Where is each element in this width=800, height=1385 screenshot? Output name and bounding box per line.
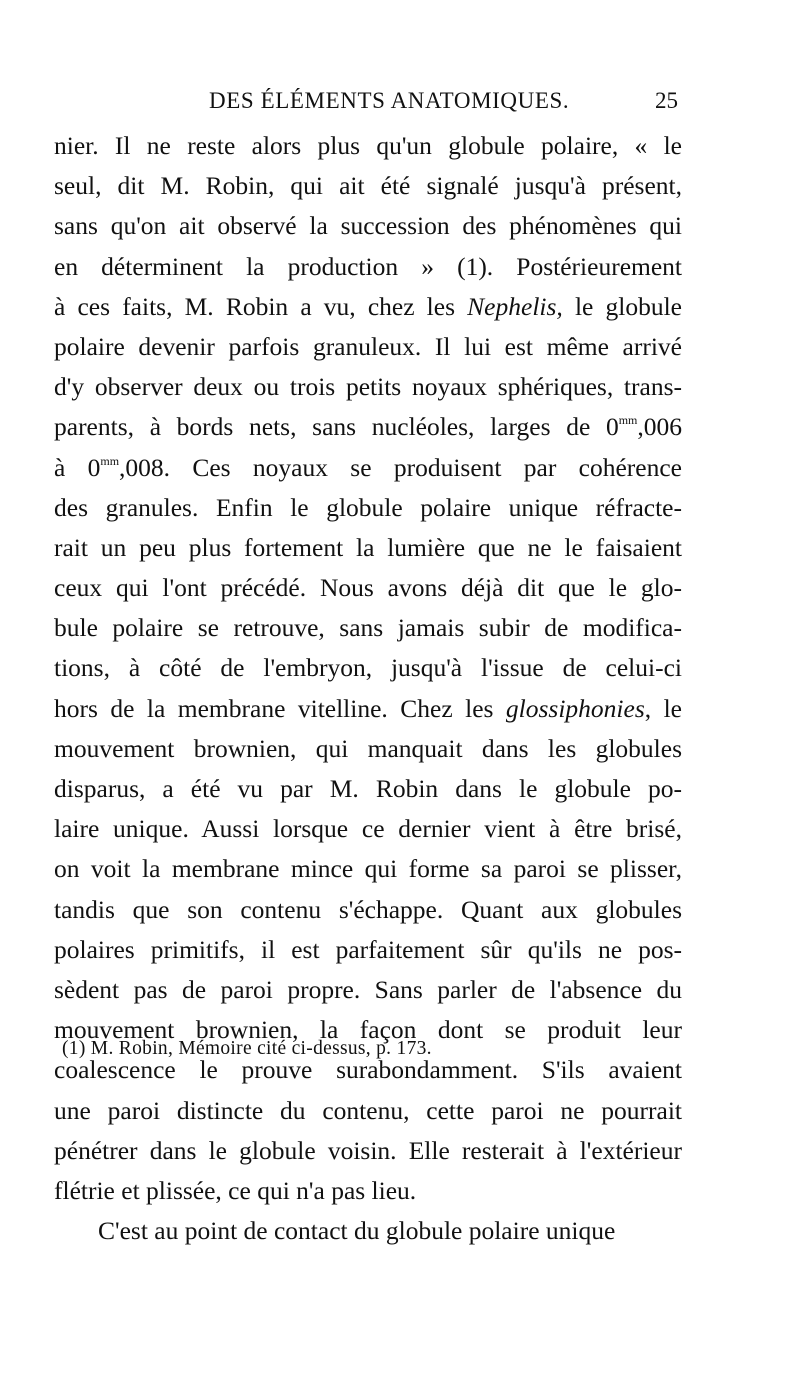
running-head [0,88,800,118]
page-number: 25 [655,88,678,113]
text-line: polaires primitifs, il est parfaitement sûr qu'ils ne pos- [54,934,682,964]
text-line: nier. Il ne reste alors plus qu'un globule polaire, « le [54,131,682,160]
text-line: disparus, a été vu par M. Robin dans le globule po- [54,774,682,803]
text-line: tandis que son contenu s'échappe. Quant aux globules [54,894,682,924]
text-line-paragraph-end: flétrie et plissée, ce qui n'a pas lieu. [54,1175,417,1205]
unit-superscript: mm [100,453,120,468]
text-line [54,407,682,447]
text-line: bule polaire se retrouve, sans jamais subir de modifica- [54,613,682,643]
italic-term-glossiphonies: glossiphonies [505,693,645,723]
text-line: mouvement brownien, qui manquait dans les globules [54,733,682,763]
text-line: d'y observer deux ou trois petits noyaux sphériques, trans- [54,372,682,402]
text-line: tions, à côté de l'embryon, jusqu'à l'issue de celui-ci [54,653,682,683]
footnote: (1) M. Robin, Mémoire cité ci-dessus, p. 173. [62,1038,432,1059]
text-line [54,689,682,729]
text-span: à ces faits, M. Robin a vu, chez les [54,291,468,321]
text-span: ,008. Ces noyaux se produisent par cohérence [119,452,682,482]
running-title: DES ÉLÉMENTS ANATOMIQUES. [209,88,570,113]
text-line: des granules. Enfin le globule polaire unique réfracte- [54,492,682,522]
text-line: mouvement brownien, la façon dont se produit leur [54,1015,682,1045]
text-line: une paroi distincte du contenu, cette paroi ne pourrait [54,1095,682,1125]
text-line: sèdent pas de paroi propre. Sans parler de l'absence du [54,974,682,1004]
text-line: sans qu'on ait observé la succession des phénomènes qui [54,211,682,241]
unit-superscript: mm [618,413,638,428]
text-line [54,448,682,488]
text-line: polaire devenir parfois granuleux. Il lui est même arrivé [54,331,682,361]
text-line-paragraph-start: C'est au point de contact du globule polaire unique [98,1216,616,1246]
body-text [54,126,682,1251]
text-span: le globule [562,291,682,321]
italic-term-nephelis: Nephelis, [467,291,563,321]
text-line [54,287,682,327]
text-line: rait un peu plus fortement la lumière que ne le faisaient [54,532,682,562]
text-line: seul, dit M. Robin, qui ait été signalé jusqu'à présent, [54,171,682,201]
text-line: pénétrer dans le globule voisin. Elle resterait à l'extérieur [54,1135,682,1165]
text-span: à 0 [54,452,101,482]
text-line: laire unique. Aussi lorsque ce dernier vient à être brisé, [54,814,682,844]
text-line: ceux qui l'ont précédé. Nous avons déjà dit que le glo- [54,573,682,603]
text-span: ,006 [637,412,682,442]
text-line: en déterminent la production » (1). Postérieurement [54,251,682,281]
text-line: on voit la membrane mince qui forme sa paroi se plisser, [54,854,682,884]
text-span: , le [644,693,682,723]
text-line: coalescence le prouve surabondamment. S'ils avaient [54,1055,682,1085]
text-span: hors de la membrane vitelline. Chez les [54,693,506,723]
text-span: parents, à bords nets, sans nucléoles, larges de 0 [54,412,619,442]
